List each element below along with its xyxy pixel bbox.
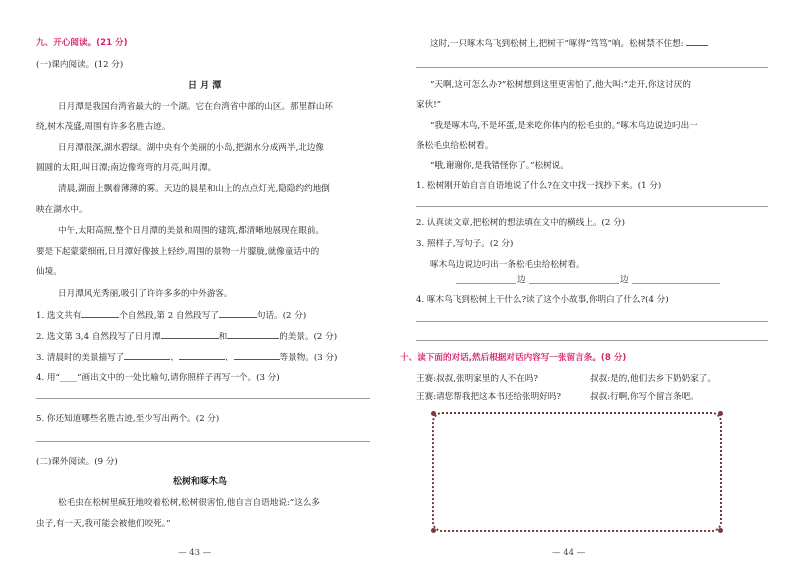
r3-line2: 条松毛虫给松树看。 — [416, 141, 494, 151]
p3-line1: 清晨,湖面上飘着薄薄的雾。天边的晨星和山上的点点灯光,隐隐约约地倒 — [58, 184, 330, 194]
q2-blank-b[interactable] — [227, 330, 279, 339]
dialogue-2-uncle: 叔叔:行啊,你写个留言条吧。 — [590, 392, 699, 402]
question-1: 1. 选文共有 个自然段,第 2 自然段写了 句话。(2 分) — [36, 311, 307, 321]
question-2: 2. 选文第 3,4 自然段写了日月潭 和 的美景。(2 分) — [36, 332, 338, 342]
right-question-2: 2. 认真读文章,把松树的想法填在文中的横线上。(2 分) — [416, 218, 626, 228]
rq3-blank-b[interactable] — [529, 283, 619, 284]
q3-blank-a[interactable] — [124, 351, 170, 360]
question-4: 4. 用“____”画出文中的一处比喻句,请你照样子再写一个。(3 分) — [36, 373, 280, 383]
section9-title: 九、开心阅读。(21 分) — [36, 38, 128, 48]
part2-title: (二)课外阅读。(9 分) — [36, 457, 118, 467]
passage2-title: 松树和啄木鸟 — [173, 477, 228, 487]
message-note-box[interactable] — [432, 412, 722, 532]
r3-line1: “我是啄木鸟,不是坏蛋,是来吃你体内的松毛虫的。”啄木鸟边说边叼出一 — [430, 121, 698, 131]
rq3-bian-1: 边 — [517, 275, 526, 285]
note-corner-dot — [431, 528, 436, 533]
rq3-example: 啄木鸟边说边叼出一条松毛虫给松树看。 — [430, 260, 585, 270]
p2-line2: 圆圆的太阳,叫日潭;南边像弯弯的月亮,叫月潭。 — [36, 163, 217, 173]
q1-blank-a[interactable] — [81, 309, 119, 318]
p6-line1: 松毛虫在松树里疯狂地咬着松树,松树很害怕,他自言自语地说:“这么多 — [58, 498, 320, 508]
part1-title: (一)课内阅读。(12 分) — [36, 60, 124, 70]
thought-answer-line[interactable] — [416, 67, 768, 68]
right-question-4: 4. 啄木鸟飞到松树上干什么?读了这个小故事,你明白了什么?(4 分) — [416, 295, 669, 305]
p1-line1: 日月潭是我国台湾省最大的一个湖。它在台湾省中部的山区。那里群山环 — [58, 102, 334, 112]
q3-blank-b[interactable] — [179, 351, 225, 360]
question-3: 3. 清晨时的美景描写了 、 、 等景物。(3 分) — [36, 353, 338, 363]
r2-line1: “天啊,这可怎么办?”松树想到这里更害怕了,他大叫:“走开,你这讨厌的 — [430, 80, 691, 90]
q3-blank-c[interactable] — [234, 351, 280, 360]
page-number-right: — 44 — — [552, 548, 586, 558]
passage1-title: 日 月 潭 — [188, 81, 222, 91]
p2-line1: 日月潭很深,湖水碧绿。湖中央有个美丽的小岛,把湖水分成两半,北边像 — [58, 143, 325, 153]
note-corner-dot — [718, 528, 723, 533]
p6-line2: 虫子,有一天,我可能会被他们咬死。” — [36, 519, 171, 529]
r2-line2: 家伙!” — [416, 100, 442, 110]
q5-answer-line[interactable] — [36, 441, 370, 442]
rq3-blank-a[interactable] — [456, 283, 516, 284]
p5-line1: 日月潭风光秀丽,吸引了许许多多的中外游客。 — [58, 289, 233, 299]
note-corner-dot — [718, 411, 723, 416]
rq3-blank-c[interactable] — [632, 283, 720, 284]
page-number-left: — 43 — — [178, 548, 212, 558]
section10-title: 十、读下面的对话,然后根据对话内容写一张留言条。(8 分) — [400, 353, 627, 363]
dialogue-2-wangsai: 王赛:请您帮我把这本书还给张明好吗? — [416, 392, 562, 402]
q2-blank-a[interactable] — [161, 330, 219, 339]
right-page — [400, 0, 800, 576]
r1-line: 这时,一只啄木鸟飞到松树上,把树干“啄得”笃笃”响。松树禁不住想: — [430, 37, 708, 50]
q4-answer-line[interactable] — [36, 398, 370, 399]
q1-blank-b[interactable] — [219, 309, 257, 318]
p4-line3: 仙境。 — [36, 267, 62, 277]
rq4-answer-line-2[interactable] — [416, 340, 768, 341]
right-question-3: 3. 照样子,写句子。(2 分) — [416, 239, 514, 249]
dialogue-1-uncle: 叔叔:是的,他们去乡下奶奶家了。 — [590, 374, 716, 384]
question-5: 5. 你还知道哪些名胜古迹,至少写出两个。(2 分) — [36, 414, 220, 424]
p3-line2: 映在湖水中。 — [36, 205, 88, 215]
dialogue-1-wangsai: 王赛:叔叔,张明家里的人不在吗? — [416, 374, 538, 384]
rq4-answer-line-1[interactable] — [416, 321, 768, 322]
p1-line2: 绕,树木茂盛,周围有许多名胜古迹。 — [36, 122, 171, 132]
rq1-answer-line[interactable] — [416, 206, 768, 207]
rq3-bian-2: 边 — [620, 275, 629, 285]
right-question-1: 1. 松树刚开始自言自语地说了什么?在文中找一找抄下来。(1 分) — [416, 181, 662, 191]
r4-line: “哦,谢谢你,是我错怪你了。”松树说。 — [430, 161, 569, 171]
p4-line2: 要是下起蒙蒙细雨,日月潭好像披上轻纱,周围的景物一片朦胧,就像童话中的 — [36, 247, 320, 257]
p4-line1: 中午,太阳高照,整个日月潭的美景和周围的建筑,都清晰地展现在眼前。 — [58, 226, 325, 236]
r1-thought-blank[interactable] — [686, 37, 708, 46]
note-corner-dot — [431, 411, 436, 416]
